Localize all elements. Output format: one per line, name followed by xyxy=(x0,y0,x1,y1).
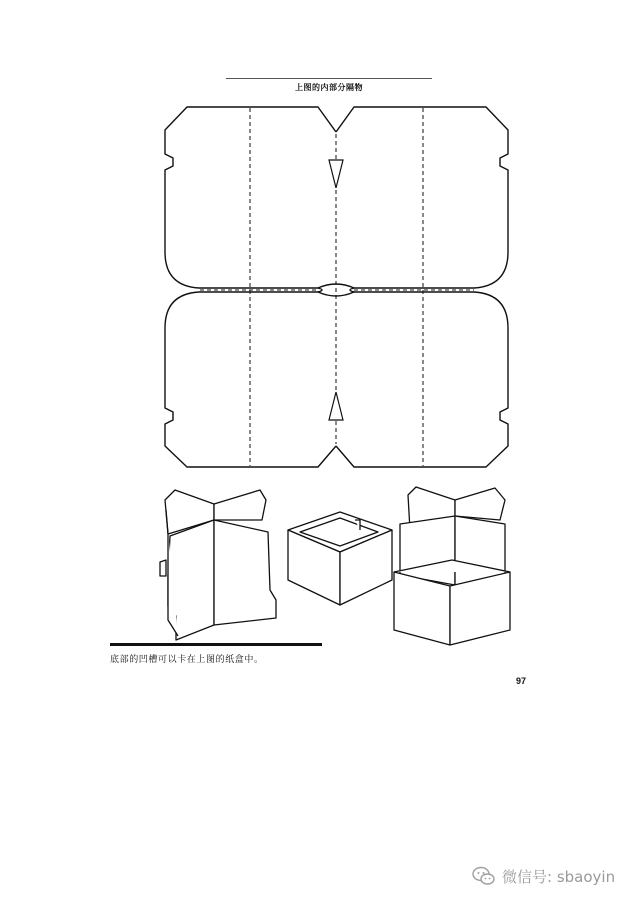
diagram-title: 上图的内部分隔物 xyxy=(295,83,363,92)
page-number: 97 xyxy=(516,676,527,686)
slot-triangle-bottom xyxy=(329,392,343,420)
boxed-divider-illustration xyxy=(394,487,510,645)
watermark-text: 微信号: sbaoyin xyxy=(502,867,616,886)
figure-caption: 底部的凹槽可以卡在上图的纸盒中。 xyxy=(110,655,264,665)
watermark xyxy=(472,864,615,888)
slot-triangle-top xyxy=(329,160,343,188)
assembled-divider-illustration xyxy=(160,490,276,640)
panel-bottom-right xyxy=(336,290,508,467)
panel-top-right xyxy=(336,107,508,290)
caption-rule xyxy=(110,643,322,646)
open-box-illustration xyxy=(288,512,392,605)
wechat-icon xyxy=(472,865,496,887)
